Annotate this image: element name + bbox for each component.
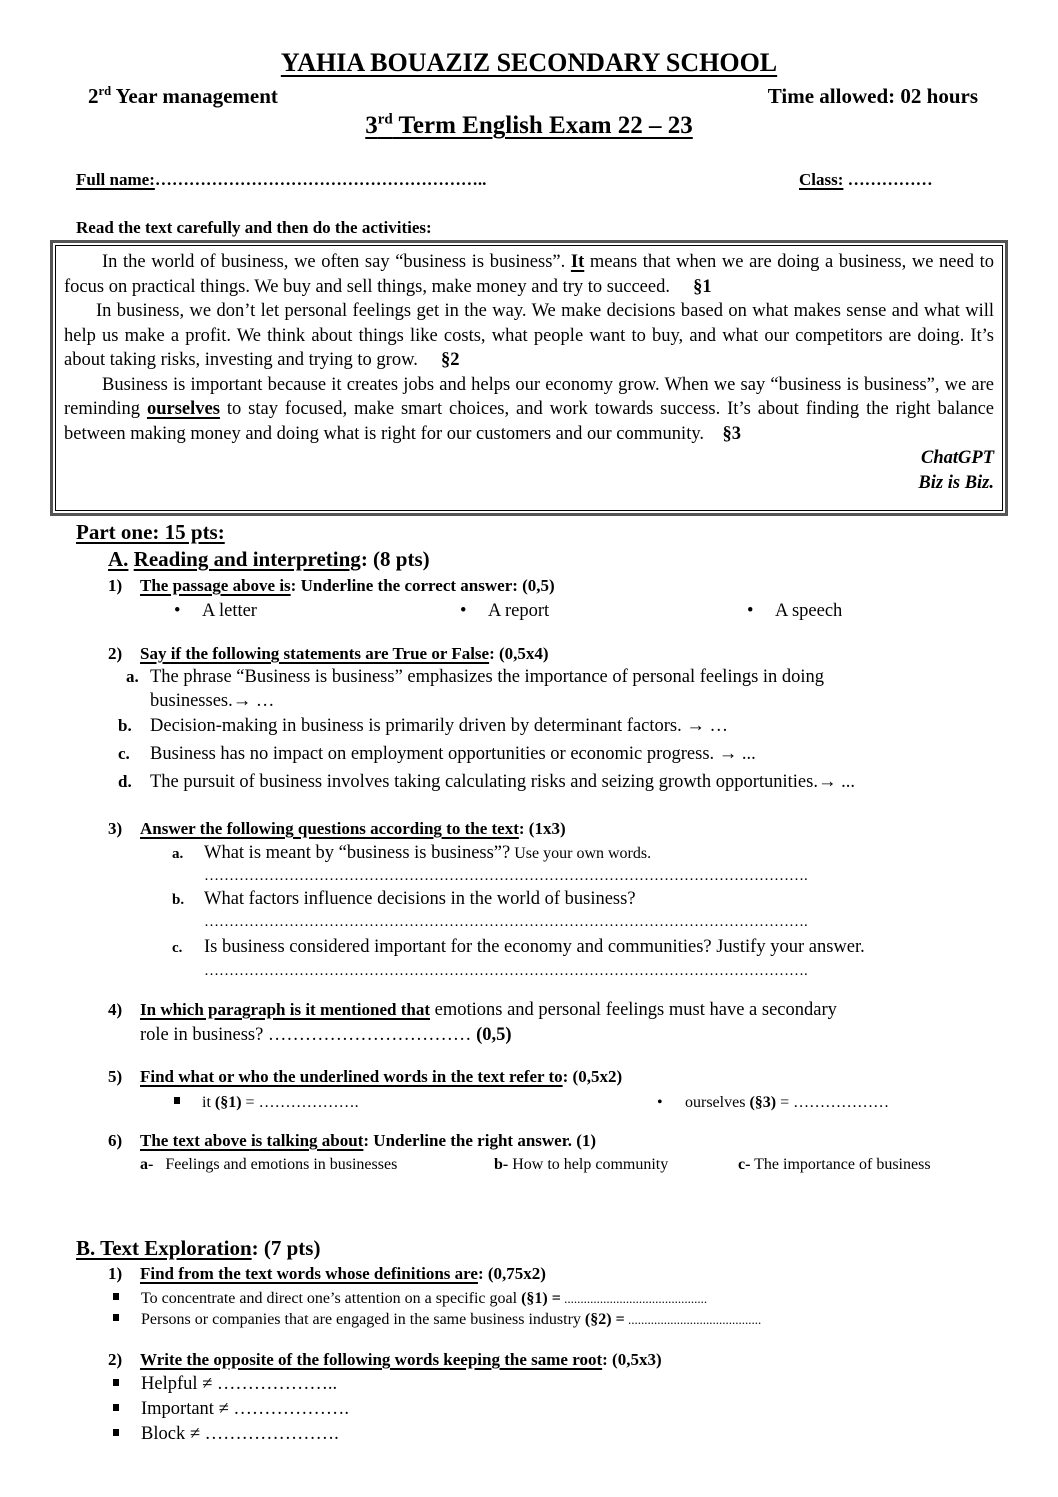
q5-word: ourselves — [685, 1094, 750, 1111]
q6-title: The text above is talking about — [140, 1131, 364, 1150]
b-q1-rest: : (0,75x2) — [477, 1264, 546, 1283]
b-q2-text: Block ≠ …………………. — [141, 1424, 339, 1444]
class-label: Class: — [799, 170, 844, 189]
passage-box — [50, 240, 1008, 516]
q6-num: 6) — [108, 1131, 123, 1150]
q2-item-c — [118, 744, 756, 765]
term-num: 3 — [365, 112, 378, 139]
q1-option-1[interactable] — [174, 601, 257, 622]
q5-item-it[interactable] — [174, 1094, 359, 1112]
q3-item-b — [172, 889, 636, 910]
q6-option-letter: c- — [738, 1156, 751, 1173]
q5-item-ourselves[interactable] — [657, 1094, 889, 1112]
q6-option-a[interactable] — [140, 1156, 397, 1174]
q1-title: The passage above is — [140, 576, 291, 595]
section-b-title — [76, 1236, 320, 1261]
q3-item-text: What factors influence decisions in the world of business? — [204, 889, 636, 909]
year-sup: rd — [98, 84, 112, 98]
b-q1-title: Find from the text words whose definitions are — [140, 1264, 478, 1283]
q3-answer-a[interactable]: …………………………………………………………………………………………………………. — [204, 868, 808, 884]
b-q2-text: Helpful ≠ ……………….. — [141, 1374, 338, 1394]
q2-item-text: The phrase “Business is business” emphasizes the importance of personal feelings in doing — [150, 667, 825, 687]
q2-item-text: Decision-making in business is primarily driven by determinant factors. → … — [150, 716, 729, 736]
b-question-2 — [108, 1350, 662, 1370]
question-5 — [108, 1067, 622, 1087]
passage-inner — [55, 245, 1003, 511]
square-bullet-icon — [174, 1097, 180, 1104]
bullet-icon: • — [460, 601, 467, 621]
q2-item-b — [118, 716, 728, 737]
b-q1-ref: (§2) = — [584, 1311, 625, 1328]
q3-item-a — [172, 843, 651, 864]
q5-dots[interactable]: = ………………. — [241, 1094, 359, 1111]
b-q2-text: Important ≠ ………………. — [141, 1399, 349, 1419]
exam-title — [0, 112, 1058, 140]
part-one-title: Part one: 15 pts: — [76, 520, 225, 544]
q3-answer-b[interactable]: …………………………………………………………………………………………………………. — [204, 914, 808, 930]
full-name-label: Full name: — [76, 170, 155, 189]
b-q1-dots[interactable]: ......................................... — [624, 1312, 762, 1327]
question-4 — [108, 1000, 837, 1021]
b-q2-num: 2) — [108, 1350, 123, 1369]
p3-text-a: Business is important because it creates jobs and helps our economy grow. When we say “business is business”, we are reminding — [64, 374, 994, 419]
class-dots[interactable]: …………… — [843, 170, 933, 189]
q6-option-letter: b- — [494, 1156, 509, 1173]
instructions: Read the text carefully and then do the activities: — [76, 218, 432, 237]
q2-num: 2) — [108, 644, 123, 663]
time-allowed: Time allowed: 02 hours — [767, 84, 978, 108]
school-name: YAHIA BOUAZIZ SECONDARY SCHOOL — [280, 48, 778, 77]
square-bullet-icon — [113, 1429, 119, 1436]
full-name-dots[interactable]: ………………………………………………….. — [154, 170, 487, 189]
q1-rest: : Underline the correct answer: (0,5) — [290, 576, 555, 595]
square-bullet-icon — [113, 1404, 119, 1411]
q6-rest: : Underline the right answer. (1) — [363, 1131, 597, 1150]
section-b-points: : (7 pts) — [251, 1236, 321, 1260]
source-line-2: Biz is Biz. — [918, 472, 994, 493]
p1-text-a: In the world of business, we often say “business is business”. — [102, 252, 571, 272]
q2-title: Say if the following statements are True or False — [140, 644, 490, 663]
q3-title: Answer the following questions according to the text — [140, 819, 519, 838]
q2-rest: : (0,5x4) — [489, 644, 549, 663]
q3-item-letter: a. — [172, 846, 184, 862]
paragraph-2 — [64, 299, 994, 373]
q5-ref: (§1) — [214, 1094, 242, 1111]
q6-option-c[interactable] — [738, 1156, 931, 1174]
q3-num: 3) — [108, 819, 123, 838]
p3-text-b: to stay focused, make smart choices, and work towards success. It’s about finding the right balance between making money and doing what is right for our customers and our community. — [64, 399, 994, 444]
q2-item-text: Business has no impact on employment opportunities or economic progress. → ... — [150, 744, 756, 764]
section-b-name: B. Text Exploration — [76, 1236, 252, 1260]
b-q1-num: 1) — [108, 1264, 123, 1283]
q4-title: In which paragraph is it mentioned that — [140, 1000, 430, 1019]
q4-points: (0,5) — [476, 1025, 512, 1045]
q2-item-text: The pursuit of business involves taking calculating risks and seizing growth opportunities.→ ... — [150, 772, 855, 792]
b-q1-dots[interactable]: ............................................ — [560, 1291, 708, 1306]
q2-item-a — [126, 667, 824, 688]
q1-option-3[interactable] — [747, 601, 842, 622]
q1-option-label: A letter — [202, 601, 257, 621]
q5-rest: : (0,5x2) — [562, 1067, 623, 1086]
q2-item-d — [118, 772, 855, 793]
b-q2-item-1[interactable] — [113, 1374, 337, 1395]
b-q2-rest: : (0,5x3) — [602, 1350, 662, 1369]
q6-option-text: The importance of business — [754, 1156, 931, 1173]
q5-word: it — [202, 1094, 215, 1111]
bullet-icon: • — [747, 601, 754, 621]
b-q1-item-1[interactable] — [113, 1290, 707, 1308]
b-q1-item-2[interactable] — [113, 1311, 761, 1329]
underlined-it: It — [570, 252, 585, 272]
b-q1-ref: (§1) = — [521, 1290, 561, 1307]
term-text: Term English Exam 22 – 23 — [392, 112, 693, 139]
bullet-icon: • — [174, 601, 181, 621]
q6-option-b[interactable] — [494, 1156, 668, 1174]
question-2 — [108, 644, 549, 664]
square-bullet-icon — [113, 1293, 119, 1300]
b-q2-item-3[interactable] — [113, 1424, 339, 1445]
q6-option-letter: a- — [140, 1156, 154, 1173]
q2-item-letter: c. — [118, 744, 130, 763]
question-3 — [108, 819, 566, 839]
section-a-points: : (8 pts) — [360, 547, 430, 571]
term-sup: rd — [377, 111, 393, 128]
q6-option-text: Feelings and emotions in businesses — [165, 1156, 398, 1173]
q2-item-letter: a. — [126, 667, 139, 686]
q3-item-text: What is meant by “business is business”? — [204, 843, 511, 863]
q1-option-label: A speech — [775, 601, 843, 621]
section-a-name: Reading and interpreting — [133, 547, 361, 571]
q3-item-text: Is business considered important for the economy and communities? Justify your answer. — [204, 937, 865, 957]
q1-option-2[interactable] — [460, 601, 549, 622]
b-q2-item-2[interactable] — [113, 1399, 349, 1420]
q3-item-text-small: Use your own words. — [510, 845, 652, 862]
b-q1-text: To concentrate and direct one’s attention on a specific goal — [141, 1290, 522, 1307]
q2-item-letter: b. — [118, 716, 132, 735]
p2-mark: §2 — [440, 350, 460, 370]
q3-item-letter: c. — [172, 940, 183, 956]
q4-answer-line[interactable] — [140, 1025, 512, 1046]
q1-num: 1) — [108, 576, 123, 595]
full-name-field[interactable] — [76, 170, 486, 190]
question-6 — [108, 1131, 596, 1151]
bullet-icon: • — [657, 1094, 663, 1111]
b-question-1 — [108, 1264, 546, 1284]
b-q1-text: Persons or companies that are engaged in the same business industry — [141, 1311, 585, 1328]
q3-answer-c[interactable]: …………………………………………………………………………………………………………. — [204, 963, 808, 979]
paragraph-3 — [64, 373, 994, 447]
q2-item-letter: d. — [118, 772, 132, 791]
p3-mark: §3 — [722, 423, 742, 444]
q2-item-a-answer[interactable]: businesses.→ … — [150, 691, 275, 711]
question-1 — [108, 576, 555, 596]
year-label — [88, 84, 278, 109]
q5-num: 5) — [108, 1067, 123, 1086]
q5-dots[interactable]: = ……………… — [776, 1094, 890, 1111]
class-field[interactable] — [799, 170, 933, 190]
p1-mark: §1 — [693, 276, 712, 297]
q5-title: Find what or who the underlined words in the text refer to — [140, 1067, 563, 1086]
section-a-title — [108, 547, 430, 572]
p2-text: In business, we don’t let personal feelings get in the way. We make decisions based on what makes sense and what will help us make a profit. We think about things like costs, what people want to buy, and what our competitors are doing. It’s about taking risks, investing and trying to grow. — [64, 301, 994, 370]
square-bullet-icon — [113, 1314, 119, 1321]
q4-line2[interactable]: role in business? …………………………… — [140, 1025, 477, 1045]
year-text: Year management — [111, 84, 278, 108]
q3-item-c — [172, 937, 865, 958]
p1-text-b: means that when we are doing a business, we need to focus on practical things. We buy and sell things, make money and try to succeed. — [64, 252, 994, 297]
q6-option-text: How to help community — [512, 1156, 669, 1173]
square-bullet-icon — [113, 1379, 119, 1386]
q4-rest: emotions and personal feelings must have a secondary — [429, 1000, 837, 1020]
year-num: 2 — [88, 84, 99, 108]
q3-item-letter: b. — [172, 892, 185, 908]
q1-option-label: A report — [488, 601, 550, 621]
b-q2-title: Write the opposite of the following words keeping the same root — [140, 1350, 603, 1369]
section-a-letter: A. — [108, 547, 129, 571]
underlined-ourselves: ourselves — [146, 399, 220, 419]
paragraph-1 — [64, 250, 994, 299]
q5-ref: (§3) — [749, 1094, 777, 1111]
source-line-1: ChatGPT — [921, 448, 994, 468]
q3-rest: : (1x3) — [518, 819, 566, 838]
q4-num: 4) — [108, 1000, 123, 1019]
